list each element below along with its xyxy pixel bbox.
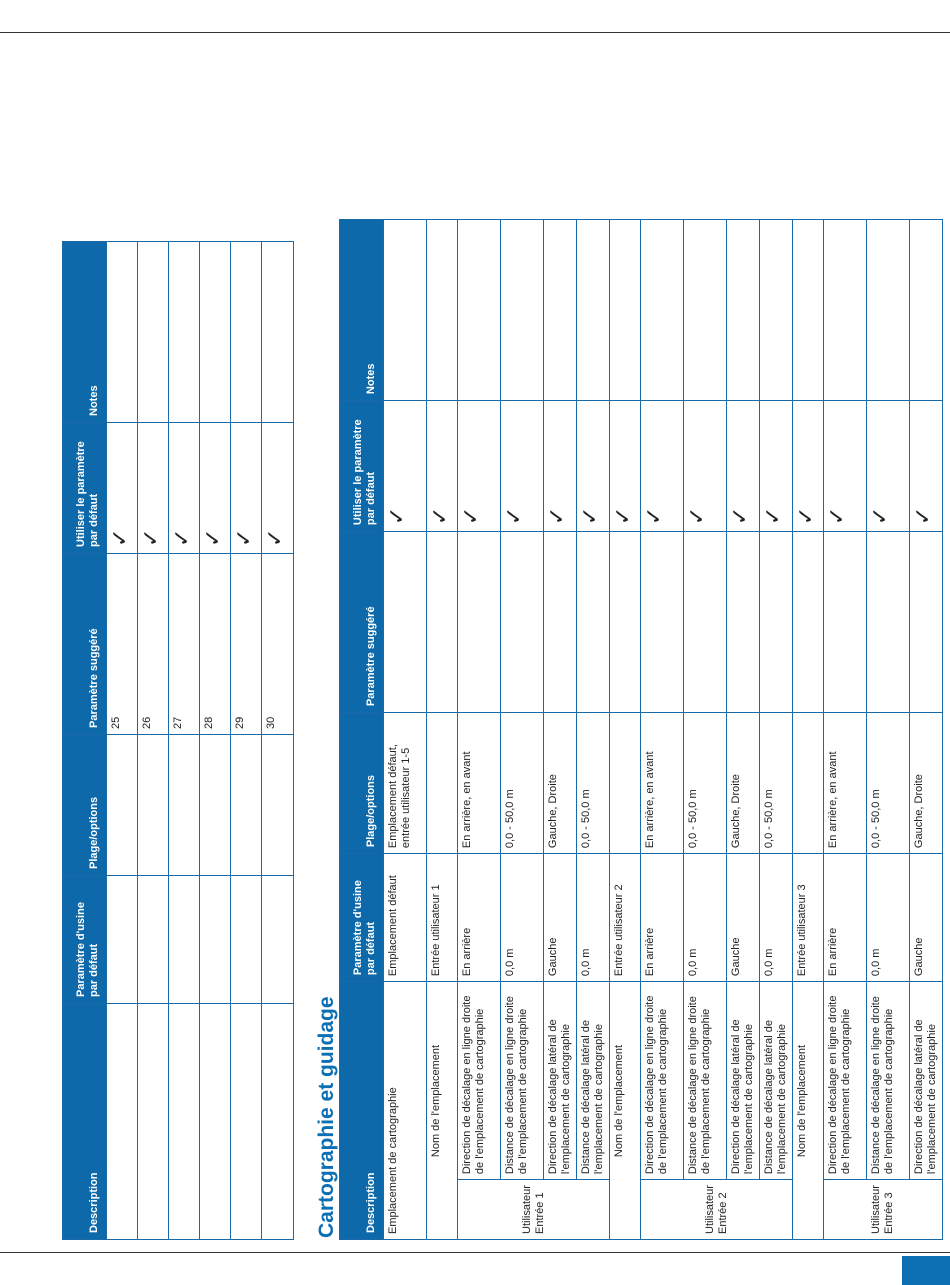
- col-use-default: Utiliser le paramètre par défaut: [340, 401, 384, 532]
- suggested-cell: [384, 532, 427, 713]
- range-cell: [793, 713, 824, 854]
- check-cell: ✓: [169, 423, 200, 554]
- desc-cell: Emplacement de cartographie: [384, 982, 427, 1240]
- desc-cell: [107, 1004, 138, 1240]
- range-cell: 0,0 - 50,0 m: [867, 713, 910, 854]
- notes-cell: [867, 220, 910, 401]
- rotated-page-content: [45, 60, 945, 1240]
- factory-cell: Entrée utilisateur 3: [793, 854, 824, 982]
- range-cell: Gauche, Droite: [727, 713, 760, 854]
- table-row: [727, 220, 760, 1240]
- desc-cell: [231, 1004, 262, 1240]
- col-factory-default: Paramètre d'usine par défaut: [63, 876, 107, 1004]
- check-cell: ✓: [544, 401, 577, 532]
- section-title: Cartographie et guidage: [315, 996, 338, 1238]
- desc-cell: Nom de l'emplacement: [793, 982, 824, 1180]
- table-row: [760, 220, 793, 1240]
- desc-cell: Direction de décalage en ligne droite de l'emplacement de cartographie: [641, 982, 684, 1180]
- notes-cell: [231, 242, 262, 423]
- col-factory-default: Paramètre d'usine par défaut: [340, 854, 384, 982]
- factory-cell: Gauche: [910, 854, 943, 982]
- desc-cell: Direction de décalage en ligne droite de l'emplacement de cartographie: [458, 982, 501, 1180]
- check-cell: ✓: [384, 401, 427, 532]
- notes-cell: [501, 220, 544, 401]
- factory-cell: Gauche: [727, 854, 760, 982]
- range-cell: [427, 713, 458, 854]
- factory-cell: 0,0 m: [867, 854, 910, 982]
- check-cell: ✓: [231, 423, 262, 554]
- col-description: Description: [63, 1004, 107, 1240]
- desc-cell: Direction de décalage latéral de l'emplacement de cartographie: [727, 982, 760, 1180]
- table-row: [262, 242, 294, 1240]
- notes-cell: [384, 220, 427, 401]
- range-cell: En arrière, en avant: [458, 713, 501, 854]
- suggested-cell: [760, 532, 793, 713]
- col-notes: Notes: [340, 220, 384, 401]
- factory-cell: Entrée utilisateur 2: [610, 854, 641, 982]
- factory-cell: [107, 876, 138, 1004]
- desc-cell: [262, 1004, 294, 1240]
- desc-cell: Distance de décalage latéral de l'emplacement de cartographie: [577, 982, 610, 1180]
- factory-cell: 0,0 m: [760, 854, 793, 982]
- group-spacer-cell: [427, 1180, 458, 1240]
- desc-cell: Distance de décalage en ligne droite de l'emplacement de cartographie: [684, 982, 727, 1180]
- notes-cell: [138, 242, 169, 423]
- notes-cell: [458, 220, 501, 401]
- suggested-cell: [427, 532, 458, 713]
- settings-table-1: [62, 241, 294, 1240]
- check-cell: ✓: [867, 401, 910, 532]
- check-cell: ✓: [910, 401, 943, 532]
- table-row: [107, 242, 138, 1240]
- group-spacer-cell: [610, 1180, 641, 1240]
- check-cell: ✓: [610, 401, 641, 532]
- range-cell: Gauche, Droite: [910, 713, 943, 854]
- table-row: [610, 220, 641, 1240]
- desc-cell: Distance de décalage latéral de l'emplacement de cartographie: [760, 982, 793, 1180]
- range-cell: En arrière, en avant: [824, 713, 867, 854]
- top-rule: [0, 32, 950, 33]
- suggested-cell: [910, 532, 943, 713]
- range-cell: 0,0 - 50,0 m: [684, 713, 727, 854]
- factory-cell: 0,0 m: [684, 854, 727, 982]
- desc-cell: Direction de décalage latéral de l'emplacement de cartographie: [910, 982, 943, 1180]
- group-label: Utilisateur Entrée 1: [458, 1180, 610, 1240]
- desc-cell: Direction de décalage latéral de l'emplacement de cartographie: [544, 982, 577, 1180]
- factory-cell: Emplacement défaut: [384, 854, 427, 982]
- range-cell: Gauche, Droite: [544, 713, 577, 854]
- suggested-cell: [610, 532, 641, 713]
- desc-cell: Distance de décalage en ligne droite de l'emplacement de cartographie: [867, 982, 910, 1180]
- table-row: [384, 220, 427, 1240]
- check-cell: ✓: [107, 423, 138, 554]
- desc-cell: [138, 1004, 169, 1240]
- range-cell: [138, 735, 169, 876]
- notes-cell: [793, 220, 824, 401]
- notes-cell: [169, 242, 200, 423]
- suggested-cell: [544, 532, 577, 713]
- check-cell: ✓: [793, 401, 824, 532]
- factory-cell: Entrée utilisateur 1: [427, 854, 458, 982]
- desc-cell: [200, 1004, 231, 1240]
- check-cell: ✓: [577, 401, 610, 532]
- table-row: [544, 220, 577, 1240]
- suggested-cell: [867, 532, 910, 713]
- notes-cell: [577, 220, 610, 401]
- range-cell: [262, 735, 294, 876]
- notes-cell: [727, 220, 760, 401]
- table-header-row: [340, 220, 384, 1240]
- table-row: [231, 242, 262, 1240]
- table-row: [501, 220, 544, 1240]
- factory-cell: [231, 876, 262, 1004]
- suggested-cell: [727, 532, 760, 713]
- table-row: [684, 220, 727, 1240]
- range-cell: [231, 735, 262, 876]
- check-cell: ✓: [684, 401, 727, 532]
- table-row: [641, 220, 684, 1240]
- range-cell: 0,0 - 50,0 m: [760, 713, 793, 854]
- table-row: [427, 220, 458, 1240]
- suggested-cell: [793, 532, 824, 713]
- notes-cell: [610, 220, 641, 401]
- table-row: [458, 220, 501, 1240]
- suggested-cell: 26: [138, 554, 169, 735]
- check-cell: ✓: [727, 401, 760, 532]
- suggested-cell: [501, 532, 544, 713]
- check-cell: ✓: [138, 423, 169, 554]
- range-cell: En arrière, en avant: [641, 713, 684, 854]
- bottom-rule: [0, 1252, 950, 1253]
- factory-cell: [169, 876, 200, 1004]
- group-label: Utilisateur Entrée 2: [641, 1180, 793, 1240]
- check-cell: ✓: [200, 423, 231, 554]
- col-notes: Notes: [63, 242, 107, 423]
- table-row: [867, 220, 910, 1240]
- suggested-cell: [641, 532, 684, 713]
- factory-cell: [138, 876, 169, 1004]
- notes-cell: [910, 220, 943, 401]
- factory-cell: En arrière: [824, 854, 867, 982]
- group-label: Utilisateur Entrée 3: [824, 1180, 943, 1240]
- factory-cell: [200, 876, 231, 1004]
- notes-cell: [427, 220, 458, 401]
- table-row: [793, 220, 824, 1240]
- table-row: [138, 242, 169, 1240]
- range-cell: [169, 735, 200, 876]
- check-cell: ✓: [262, 423, 294, 554]
- desc-cell: [169, 1004, 200, 1240]
- range-cell: [200, 735, 231, 876]
- settings-table-2: [339, 219, 943, 1240]
- notes-cell: [544, 220, 577, 401]
- factory-cell: Gauche: [544, 854, 577, 982]
- range-cell: Emplacement défaut, entrée utilisateur 1-5: [384, 713, 427, 854]
- factory-cell: 0,0 m: [577, 854, 610, 982]
- suggested-cell: [458, 532, 501, 713]
- suggested-cell: 27: [169, 554, 200, 735]
- notes-cell: [262, 242, 294, 423]
- factory-cell: 0,0 m: [501, 854, 544, 982]
- table-row: [824, 220, 867, 1240]
- notes-cell: [200, 242, 231, 423]
- table-row: [169, 242, 200, 1240]
- col-range-options: Plage/options: [340, 713, 384, 854]
- factory-cell: En arrière: [458, 854, 501, 982]
- range-cell: [107, 735, 138, 876]
- range-cell: [610, 713, 641, 854]
- notes-cell: [824, 220, 867, 401]
- suggested-cell: 28: [200, 554, 231, 735]
- check-cell: ✓: [641, 401, 684, 532]
- suggested-cell: 25: [107, 554, 138, 735]
- table-header-row: [63, 242, 107, 1240]
- factory-cell: [262, 876, 294, 1004]
- notes-cell: [684, 220, 727, 401]
- col-description: Description: [340, 982, 384, 1240]
- table-row: [200, 242, 231, 1240]
- suggested-cell: [684, 532, 727, 713]
- desc-cell: Direction de décalage en ligne droite de l'emplacement de cartographie: [824, 982, 867, 1180]
- desc-cell: Distance de décalage en ligne droite de l'emplacement de cartographie: [501, 982, 544, 1180]
- notes-cell: [760, 220, 793, 401]
- check-cell: ✓: [458, 401, 501, 532]
- notes-cell: [107, 242, 138, 423]
- check-cell: ✓: [824, 401, 867, 532]
- desc-cell: Nom de l'emplacement: [427, 982, 458, 1180]
- table-row: [910, 220, 943, 1240]
- check-cell: ✓: [760, 401, 793, 532]
- col-suggested: Paramètre suggéré: [340, 532, 384, 713]
- desc-cell: Nom de l'emplacement: [610, 982, 641, 1180]
- suggested-cell: [824, 532, 867, 713]
- col-suggested: Paramètre suggéré: [63, 554, 107, 735]
- col-use-default: Utiliser le paramètre par défaut: [63, 423, 107, 554]
- group-spacer-cell: [793, 1180, 824, 1240]
- col-range-options: Plage/options: [63, 735, 107, 876]
- table-row: [577, 220, 610, 1240]
- check-cell: ✓: [427, 401, 458, 532]
- range-cell: 0,0 - 50,0 m: [577, 713, 610, 854]
- check-cell: ✓: [501, 401, 544, 532]
- range-cell: 0,0 - 50,0 m: [501, 713, 544, 854]
- suggested-cell: 29: [231, 554, 262, 735]
- notes-cell: [641, 220, 684, 401]
- suggested-cell: 30: [262, 554, 294, 735]
- suggested-cell: [577, 532, 610, 713]
- factory-cell: En arrière: [641, 854, 684, 982]
- page-corner-tab: [902, 1256, 950, 1285]
